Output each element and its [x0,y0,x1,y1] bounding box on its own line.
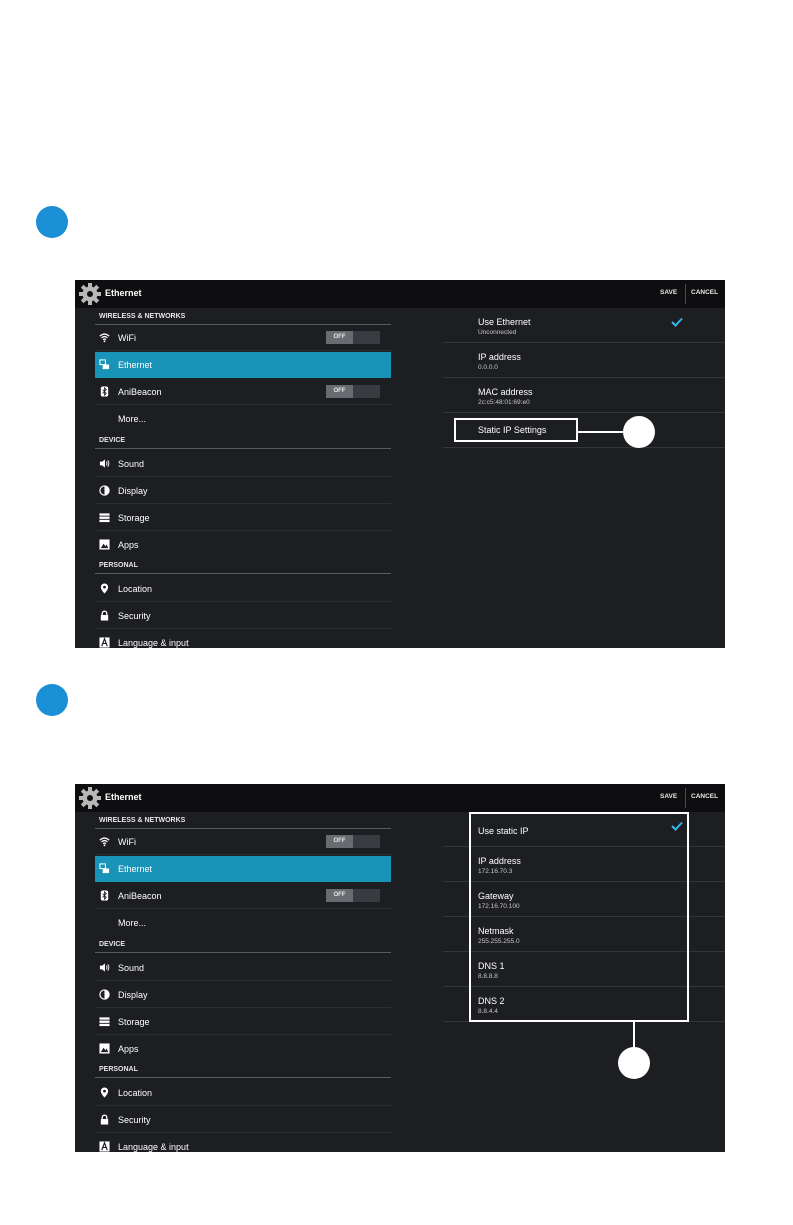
cancel-button[interactable]: CANCEL [691,289,719,296]
ethernet-icon [99,359,110,370]
anibeacon-toggle[interactable] [326,889,380,902]
sidebar-item-location[interactable] [95,1080,391,1106]
toggle-state: OFF [326,385,353,398]
section-header-device: DEVICE [99,437,126,444]
sidebar-item-label: Language & input [118,1142,189,1152]
step-1-marker [36,206,68,238]
option-title: DNS 1 [478,961,505,971]
option-title: IP address [478,352,521,362]
option-summary: 172.16.70.3 [478,868,513,875]
apps-icon [99,1043,110,1054]
action-divider [685,284,686,304]
keyboard-a-icon [99,637,110,648]
sidebar-item-label: Location [118,1088,153,1098]
location-pin-icon [99,1087,110,1098]
option-title: IP address [478,856,521,866]
sidebar-item-security[interactable] [95,603,391,629]
option-title: Static IP Settings [478,425,547,435]
sidebar-item-language[interactable] [95,1134,391,1152]
option-title: Use static IP [478,826,529,836]
mac-address-item[interactable] [443,378,725,413]
static-ip-highlight [454,418,578,442]
brightness-icon [99,989,110,1000]
option-title: MAC address [478,387,533,397]
option-title: Netmask [478,926,514,936]
toggle-state: OFF [326,331,353,344]
ip-address-item[interactable] [443,343,725,378]
sidebar-item-label: Location [118,584,153,594]
apps-icon [99,539,110,550]
sidebar-item-label: WiFi [118,333,136,343]
sidebar-item-security[interactable] [95,1107,391,1133]
divider [95,1077,391,1078]
bluetooth-icon [99,890,110,901]
save-button[interactable]: SAVE [660,793,678,800]
settings-sidebar [95,812,391,1152]
step-2-marker [36,684,68,716]
option-summary: Unconnected [478,329,517,336]
sidebar-item-label: More... [118,918,147,928]
ethernet-detail-pane [443,308,725,648]
sidebar-item-label: More... [118,414,147,424]
sidebar-item-label: Sound [118,459,145,469]
cancel-button[interactable]: CANCEL [691,793,719,800]
sidebar-item-label: Ethernet [118,360,153,370]
option-summary: 255.255.255.0 [478,938,520,945]
section-header-wireless: WIRELESS & NETWORKS [99,313,186,320]
divider [95,448,391,449]
sidebar-item-label: Storage [118,1017,150,1027]
sidebar-item-ethernet[interactable] [95,856,391,882]
sidebar-item-apps[interactable] [95,1036,391,1062]
option-summary: 0.0.0.0 [478,364,498,371]
brightness-icon [99,485,110,496]
sidebar-item-label: Security [118,1115,151,1125]
toggle-state: OFF [326,889,353,902]
sidebar-item-wifi[interactable] [95,325,391,351]
option-summary: 8.8.8.8 [478,973,498,980]
checkmark-icon[interactable] [671,317,683,327]
action-divider [685,788,686,808]
sidebar-item-language[interactable] [95,630,391,648]
section-header-wireless: WIRELESS & NETWORKS [99,817,186,824]
callout-marker [623,416,655,448]
lock-icon [99,610,110,621]
sidebar-item-label: Apps [118,540,139,550]
option-summary: 2c:c5:48:01:69:e0 [478,399,530,406]
sidebar-item-more[interactable] [95,910,391,936]
wifi-toggle[interactable] [326,835,380,848]
speaker-icon [99,962,110,973]
sidebar-item-anibeacon[interactable] [95,379,391,405]
callout-marker [618,1047,650,1079]
sidebar-item-label: Display [118,990,148,1000]
action-bar [75,784,725,812]
page-title: Ethernet [105,288,142,298]
sidebar-item-label: Apps [118,1044,139,1054]
save-button[interactable]: SAVE [660,289,678,296]
anibeacon-toggle[interactable] [326,385,380,398]
use-ethernet-option[interactable] [443,308,725,343]
lock-icon [99,1114,110,1125]
divider [95,573,391,574]
bluetooth-icon [99,386,110,397]
sidebar-item-label: Ethernet [118,864,153,874]
gear-icon [78,786,102,810]
sidebar-item-display[interactable] [95,478,391,504]
sidebar-item-sound[interactable] [95,955,391,981]
sidebar-item-label: WiFi [118,837,136,847]
sidebar-item-wifi[interactable] [95,829,391,855]
sidebar-item-sound[interactable] [95,451,391,477]
section-header-personal: PERSONAL [99,562,138,569]
sidebar-item-ethernet[interactable] [95,352,391,378]
sidebar-item-label: Sound [118,963,145,973]
option-title: DNS 2 [478,996,505,1006]
wifi-icon [99,332,110,343]
callout-connector [577,431,627,433]
option-title: Gateway [478,891,514,901]
action-bar [75,280,725,308]
sidebar-item-label: Storage [118,513,150,523]
option-summary: 172.16.70.100 [478,903,520,910]
sidebar-item-display[interactable] [95,982,391,1008]
divider [95,952,391,953]
ethernet-icon [99,863,110,874]
option-summary: 8.8.4.4 [478,1008,498,1015]
sidebar-item-apps[interactable] [95,532,391,558]
settings-sidebar [95,308,391,648]
sidebar-item-label: AniBeacon [118,891,162,901]
sidebar-item-label: Language & input [118,638,189,648]
sidebar-item-location[interactable] [95,576,391,602]
toggle-state: OFF [326,835,353,848]
gear-icon [78,282,102,306]
option-title: Use Ethernet [478,317,531,327]
storage-icon [99,1016,110,1027]
static-ip-fields-highlight [469,812,689,1022]
sidebar-item-anibeacon[interactable] [95,883,391,909]
keyboard-a-icon [99,1141,110,1152]
section-header-personal: PERSONAL [99,1066,138,1073]
sidebar-item-storage[interactable] [95,505,391,531]
location-pin-icon [99,583,110,594]
storage-icon [99,512,110,523]
wifi-icon [99,836,110,847]
sidebar-item-label: AniBeacon [118,387,162,397]
ethernet-settings-screenshot-2 [75,784,725,1152]
sidebar-item-more[interactable] [95,406,391,432]
sidebar-item-label: Display [118,486,148,496]
section-header-device: DEVICE [99,941,126,948]
ethernet-settings-screenshot-1 [75,280,725,648]
speaker-icon [99,458,110,469]
page-title: Ethernet [105,792,142,802]
sidebar-item-label: Security [118,611,151,621]
sidebar-item-storage[interactable] [95,1009,391,1035]
wifi-toggle[interactable] [326,331,380,344]
